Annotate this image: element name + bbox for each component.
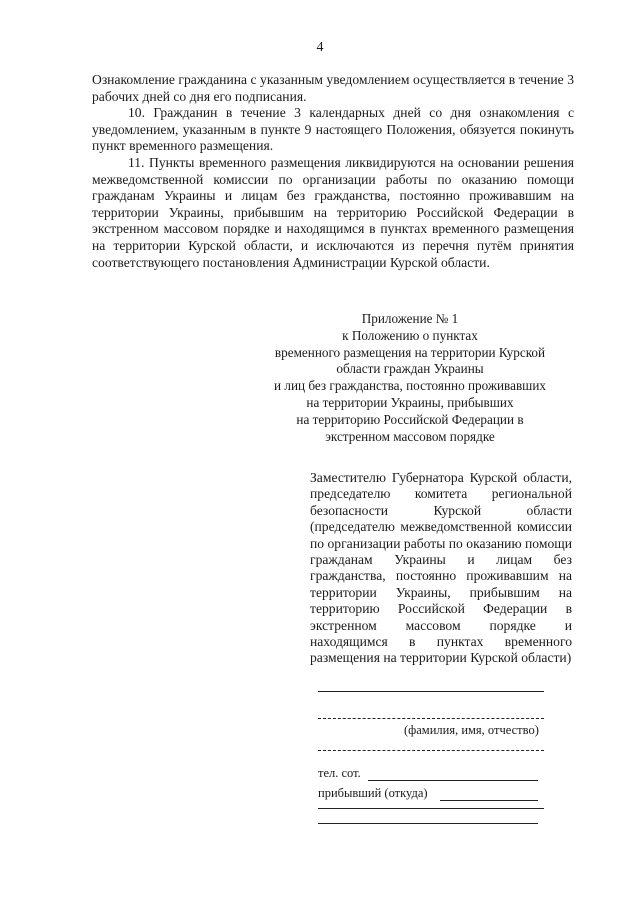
- phone-line: [368, 780, 538, 781]
- addressee-block: Заместителю Губернатора Курской области, председателю комитета региональной безопасности Курской области (председателю межведомственной комиссии по организации работы по оказанию помощи гражданам Украины и лицам без гражданства, постоянно проживавшим на территории Украины, прибывшим на территорию Российской Федерации в экстренном массовом порядке и находящимся в пунктах временного размещения на территории Курской области): [310, 470, 572, 666]
- appendix-line: и лиц без гражданства, постоянно проживавших: [274, 378, 546, 394]
- arrived-from-label: прибывший (откуда): [318, 786, 428, 800]
- name-caption: (фамилия, имя, отчество): [404, 723, 539, 737]
- appendix-line: на территорию Российской Федерации в: [296, 411, 524, 427]
- blank-line: [318, 691, 544, 692]
- appendix-line: экстренном массовом порядке: [325, 428, 495, 444]
- arrived-from-line: [440, 800, 538, 801]
- appendix-line: Приложение № 1: [361, 311, 459, 326]
- body-text: [92, 72, 574, 271]
- blank-line: [318, 808, 544, 809]
- appendix-heading: [262, 311, 558, 445]
- appendix-line: области граждан Украины: [336, 361, 484, 377]
- appendix-line: временного размещения на территории Курской: [274, 344, 546, 360]
- appendix-line: к Положению о пунктах: [342, 327, 478, 343]
- paragraph-1: Ознакомление гражданина с указанным уведомлением осуществляется в течение 3 рабочих дней со дня его подписания.: [92, 72, 574, 104]
- phone-label: тел. сот.: [318, 766, 361, 780]
- paragraph-2: 10. Гражданин в течение 3 календарных дней со дня ознакомления с уведомлением, указанным в пункте 9 настоящего Положения, обязуется покинуть пункт временного размещения.: [92, 105, 574, 154]
- page-number: 4: [316, 40, 324, 55]
- blank-line: [318, 750, 544, 751]
- blank-line: [318, 718, 544, 719]
- paragraph-3: 11. Пункты временного размещения ликвидируются на основании решения межведомственной комиссии по организации работы по оказанию помощи гражданам Украины и лицам без гражданства, постоянно проживавшим на территории Украины, прибывшим на территорию Российской Федерации в экстренном массовом порядке и находящимся в пунктах временного размещения на территории Курской области, и исключаются из перечня путём принятия соответствующего постановления Администрации Курской области.: [92, 154, 574, 270]
- appendix-line: на территории Украины, прибывших: [306, 394, 514, 410]
- blank-line: [318, 823, 538, 824]
